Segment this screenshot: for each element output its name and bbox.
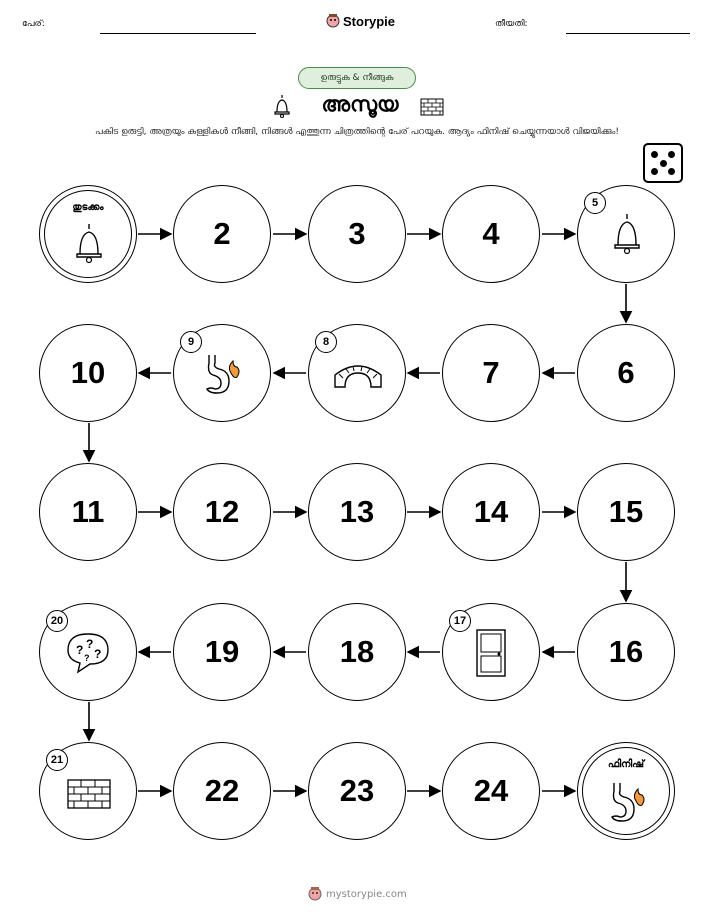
cell-number-tag: 17 bbox=[449, 610, 471, 632]
cell-number-tag: 21 bbox=[46, 749, 68, 771]
board-cell-10 bbox=[39, 324, 137, 422]
cell-number: 24 bbox=[473, 773, 509, 808]
cell-number: 16 bbox=[608, 634, 644, 669]
cell-number: 3 bbox=[348, 216, 366, 251]
page-title: അസൂയ bbox=[321, 92, 399, 116]
stomach-fire-icon bbox=[608, 781, 648, 823]
cell-number: 13 bbox=[339, 494, 375, 529]
date-label: തീയതി: bbox=[495, 19, 528, 29]
storypie-mascot-icon bbox=[308, 886, 322, 902]
board-cell-4 bbox=[442, 185, 540, 283]
bell-icon bbox=[73, 222, 105, 264]
cell-number: 12 bbox=[204, 494, 240, 529]
board-cell-13 bbox=[308, 463, 406, 561]
cell-number: 2 bbox=[213, 216, 231, 251]
board-cell-11 bbox=[39, 463, 137, 561]
board-cell-19 bbox=[173, 603, 271, 701]
board-cell-7 bbox=[442, 324, 540, 422]
cell-number: 7 bbox=[482, 355, 500, 390]
question-speech-bubble-icon bbox=[64, 630, 112, 676]
cell-number: 6 bbox=[617, 355, 635, 390]
board-cell-15 bbox=[577, 463, 675, 561]
brick-wall-icon bbox=[67, 779, 111, 809]
board-cell-12 bbox=[173, 463, 271, 561]
bell-icon bbox=[611, 212, 643, 256]
cell-number-tag: 5 bbox=[584, 192, 606, 214]
start-label: തുടക്കം bbox=[72, 202, 104, 213]
board-cell-6 bbox=[577, 324, 675, 422]
svg-text:?: ? bbox=[76, 643, 84, 657]
cell-number: 19 bbox=[204, 634, 240, 669]
stomach-fire-icon bbox=[203, 353, 243, 397]
cell-number-tag: 20 bbox=[46, 610, 68, 632]
board-cell-finish bbox=[577, 742, 675, 840]
board-cell-3 bbox=[308, 185, 406, 283]
cell-number: 15 bbox=[608, 494, 644, 529]
board-cell-2 bbox=[173, 185, 271, 283]
brand-name: Storypie bbox=[343, 13, 396, 29]
board-cell-24 bbox=[442, 742, 540, 840]
svg-text:?: ? bbox=[86, 637, 94, 651]
game-type-badge: ഉരുട്ടുക & നീങ്ങുക bbox=[298, 67, 416, 89]
footer bbox=[308, 886, 407, 902]
door-icon bbox=[474, 628, 508, 678]
finish-label: ഫിനിഷ് bbox=[607, 759, 645, 770]
cell-number: 11 bbox=[71, 494, 105, 529]
cell-number: 18 bbox=[339, 634, 375, 669]
cell-number: 14 bbox=[473, 494, 509, 529]
board-cell-start bbox=[39, 185, 137, 283]
cell-number-tag: 9 bbox=[180, 331, 202, 353]
cell-number: 23 bbox=[339, 773, 375, 808]
cell-number-tag: 8 bbox=[315, 331, 337, 353]
board-cell-22 bbox=[173, 742, 271, 840]
svg-text:?: ? bbox=[94, 647, 102, 661]
cell-number: 22 bbox=[204, 773, 240, 808]
svg-text:?: ? bbox=[84, 653, 90, 663]
instructions: പകിട ഉരുട്ടി, അത്രയും കള്ളികൾ നീങ്ങി, നിങ്ങൾ എത്തുന്ന ചിത്രത്തിന്റെ പേര് പറയുക. ആദ്യം ഫിനിഷ് ചെയ്യുന്നയാൾ വിജയിക്കും! bbox=[95, 127, 619, 137]
board-cell-16 bbox=[577, 603, 675, 701]
cell-number: 4 bbox=[482, 216, 500, 251]
footer-site-link[interactable]: mystorypie.com bbox=[326, 888, 407, 900]
cell-number: 10 bbox=[70, 355, 106, 390]
name-label: പേര്: bbox=[22, 19, 45, 29]
board-cell-14 bbox=[442, 463, 540, 561]
stone-arch-bridge-icon bbox=[333, 361, 383, 389]
board-cell-23 bbox=[308, 742, 406, 840]
board-cell-18 bbox=[308, 603, 406, 701]
